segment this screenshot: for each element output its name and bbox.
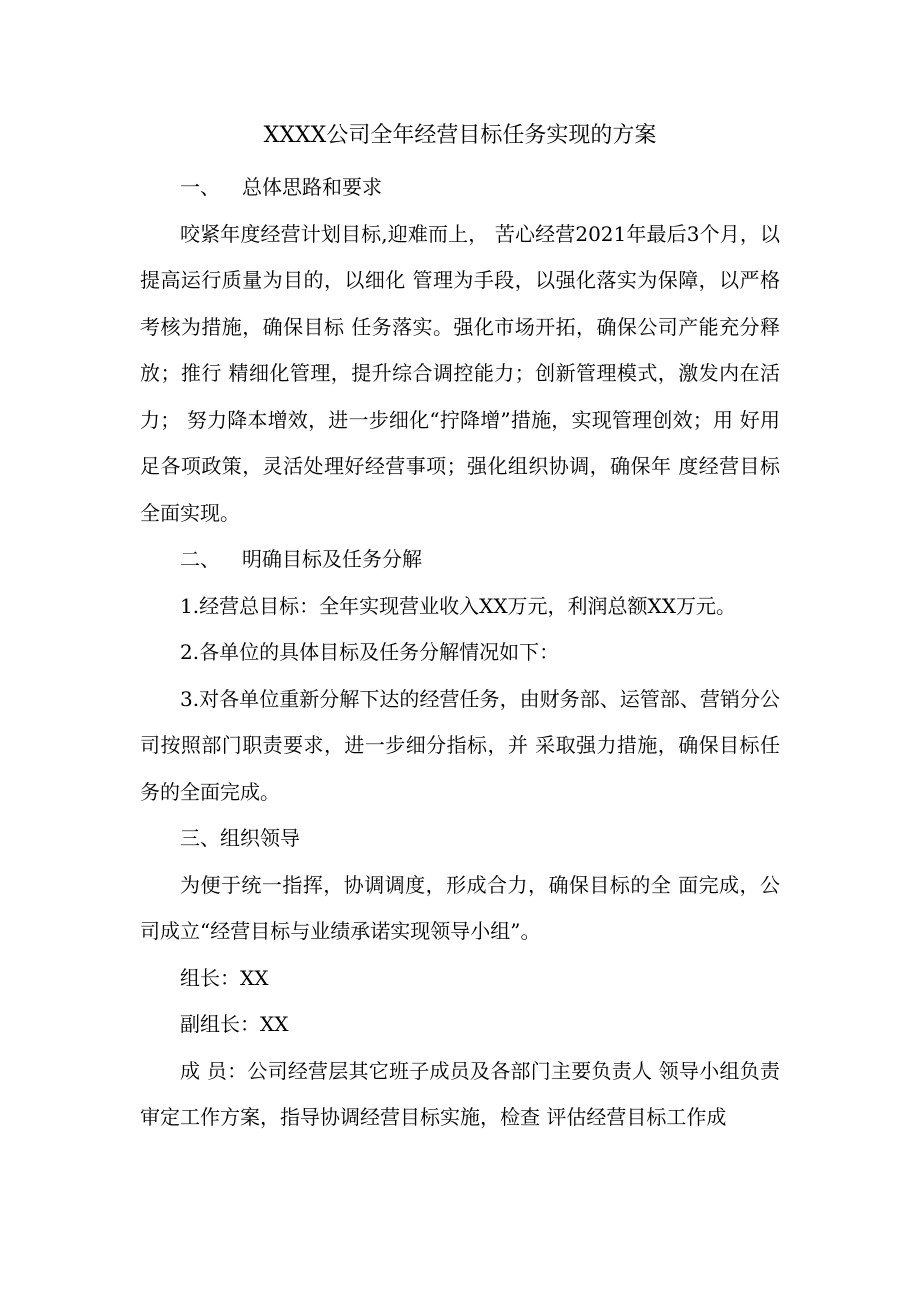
- section3-deputy: 副组长：XX: [180, 1012, 289, 1036]
- section2-heading-text: 明确目标及任务分解: [242, 547, 422, 571]
- section2-item2: 2.各单位的具体目标及任务分解情况如下：: [180, 640, 560, 664]
- section3-heading: 三、组织领导: [180, 826, 300, 850]
- document-title: XXXX公司全年经营目标任务实现的方案: [263, 123, 657, 148]
- section2-item1: 1.经营总目标：全年实现营业收入XX万元，利润总额XX万元。: [180, 593, 737, 618]
- section3-leader: 组长：XX: [180, 965, 269, 990]
- section2-heading: [140, 536, 780, 583]
- section1-heading-text: 总体思路和要求: [242, 175, 382, 199]
- section3-members: 成 员：公司经营层其它班子成员及各部门主要负责人 领导小组负责审定工作方案，指导协调经营目标实施，检查 评估经营目标工作成: [140, 1058, 780, 1129]
- section1-paragraph: 咬紧年度经营计划目标,迎难而上， 苦心经营2021年最后3个月，以提高运行质量为目的，以细化 管理为手段，以强化落实为保障，以严格考核为措施，确保目标 任务落实。强化市场开拓，确保公司产能充分释放；推行 精细化管理，提升综合调控能力；创新管理模式，激发内在活力； 努力降本增效，进一步细化“拧降增”措施，实现管理创效；用 好用足各项政策，灵活处理好经营事项；强化组织协调，确保年 度经营目标全面实现。: [140, 221, 780, 525]
- section2-item3: 3.对各单位重新分解下达的经营任务，由财务部、运管部、营销分公司按照部门职责要求，进一步细分指标，并 采取强力措施，确保目标任务的全面完成。: [140, 686, 780, 804]
- section1-heading: [140, 164, 780, 211]
- section1-number: 一、: [180, 175, 220, 199]
- document-body: [140, 164, 780, 1141]
- section3-paragraph: 为便于统一指挥，协调调度，形成合力，确保目标的全 面完成，公司成立“经营目标与业绩承诺实现领导小组”。: [140, 872, 780, 943]
- section2-number: 二、: [180, 547, 220, 571]
